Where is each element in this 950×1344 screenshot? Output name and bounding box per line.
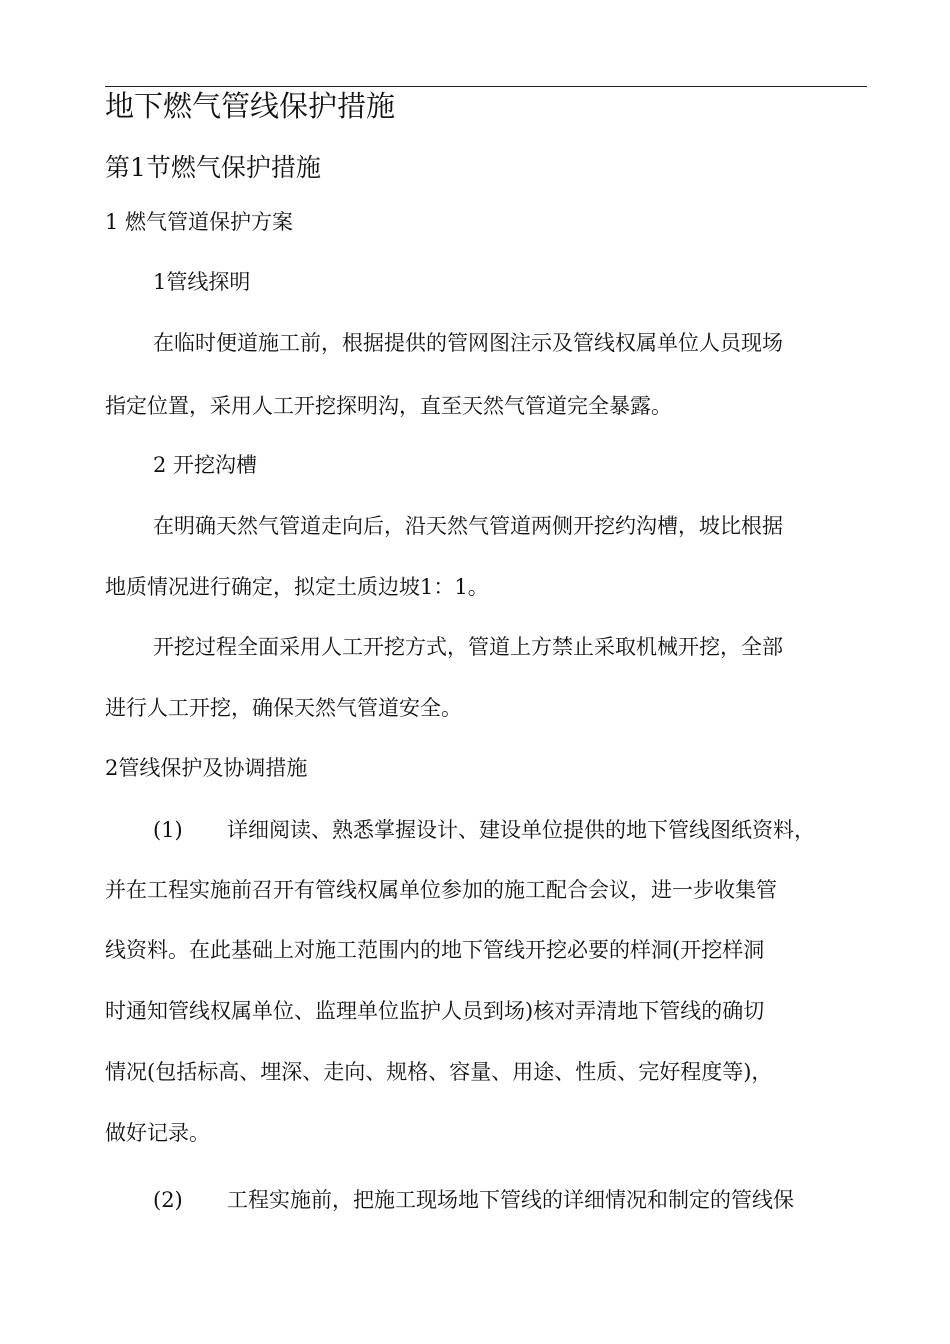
list-item-number: (1) (153, 818, 183, 842)
list-item-text: 详细阅读、熟悉掌握设计、建设单位提供的地下管线图纸资料， (227, 818, 815, 842)
heading-protection-coordination: 2管线保护及协调措施 (105, 756, 308, 780)
header-rule (105, 86, 867, 87)
list-item-text: 工程实施前，把施工现场地下管线的详细情况和制定的管线保 (227, 1188, 794, 1212)
paragraph-line: 进行人工开挖，确保天然气管道安全。 (105, 696, 462, 720)
list-item-number: (2) (153, 1188, 183, 1212)
subheading-trench: 2 开挖沟槽 (153, 453, 258, 477)
paragraph-line: 做好记录。 (105, 1121, 210, 1145)
paragraph-line: 时通知管线权属单位、监理单位监护人员到场)核对弄清地下管线的确切 (105, 999, 765, 1023)
list-item-2-first-line (153, 1190, 794, 1211)
paragraph-line: 情况(包括标高、埋深、走向、规格、容量、用途、性质、完好程度等)， (105, 1060, 773, 1084)
paragraph-line: 在明确天然气管道走向后，沿天然气管道两侧开挖约沟槽，坡比根据 (153, 514, 783, 538)
list-item-1-first-line (153, 820, 815, 841)
paragraph-line: 指定位置，采用人工开挖探明沟，直至天然气管道完全暴露。 (105, 394, 672, 418)
document-title: 地下燃气管线保护措施 (105, 89, 396, 123)
paragraph-line: 开挖过程全面采用人工开挖方式，管道上方禁止采取机械开挖，全部 (153, 635, 783, 659)
paragraph-line: 并在工程实施前召开有管线权属单位参加的施工配合会议，进一步收集管 (105, 878, 777, 902)
section-heading: 第1节燃气保护措施 (105, 153, 321, 182)
paragraph-line: 地质情况进行确定，拟定土质边坡1：1。 (105, 575, 489, 599)
heading-gas-pipe-plan: 1 燃气管道保护方案 (105, 210, 294, 234)
subheading-pipe-detection: 1管线探明 (153, 270, 251, 294)
paragraph-line: 在临时便道施工前，根据提供的管网图注示及管线权属单位人员现场 (153, 331, 783, 355)
paragraph-line: 线资料。在此基础上对施工范围内的地下管线开挖必要的样洞(开挖样洞 (105, 938, 765, 962)
